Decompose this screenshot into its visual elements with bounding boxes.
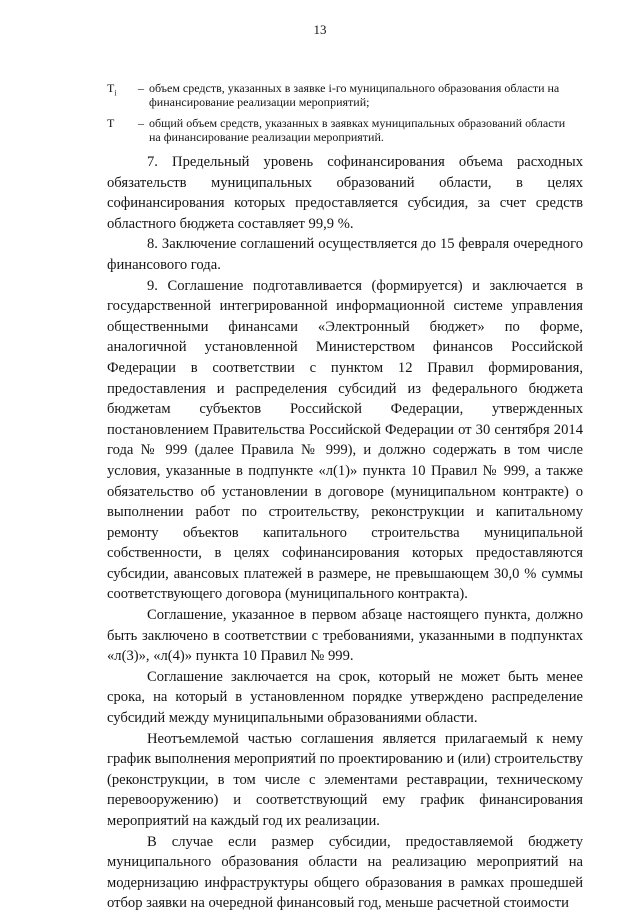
definition-item	[107, 117, 577, 144]
paragraph-schedule: Неотъемлемой частью соглашения является прилагаемый к нему график выполнения мероприятий по проектированию и (или) строительству (реконструкции, в том числе с элементами реставрации, техническому перевооружению) и соответствующий ему график финансирования мероприятий на каждый год их реализации.	[107, 730, 583, 829]
paragraph-9: 9. Соглашение подготавливается (формируется) и заключается в государственной интегрированной информационной системе управления общественными финансами «Электронный бюджет» по форме, аналогичной установленной Министерством финансов Российской Федерации в соответствии с пунктом 12 Правил формирования, предоставления и распределения субсидий из федерального бюджета бюджетам субъектов Российской Федерации, утвержденных постановлением Правительства Российской Федерации от 30 сентября 2014 года № 999 (далее Правила № 999), и должно содержать в том числе условия, указанные в подпункте «л(1)» пункта 10 Правил № 999, а также обязательство об установлении в договоре (муниципальном контракте) о выполнении работ по строительству, реконструкции и капитальному ремонту объектов капитального строительства муниципальной собственности, в целях софинансирования которых предоставляются субсидии, авансовых платежей в размере, не превышающем 30,0 % суммы соответствующего договора (муниципального контракта).	[107, 277, 583, 603]
formula-definitions	[107, 82, 577, 152]
definition-text: объем средств, указанных в заявке i-го муниципального образования области на финансирование реализации мероприятий;	[149, 81, 560, 109]
definition-symbol: T	[107, 116, 115, 130]
paragraph-agreement-term: Соглашение заключается на срок, который не может быть менее срока, на который в установленном порядке утверждено распределение субсидий между муниципальными образованиями области.	[107, 668, 583, 727]
definition-symbol: $T_i$	[107, 81, 117, 98]
document-body	[107, 152, 583, 914]
definition-dash: –	[138, 116, 144, 130]
page-number: 13	[313, 22, 327, 37]
definition-item	[107, 82, 577, 109]
definition-dash: –	[138, 81, 144, 95]
paragraph-subsidy-case: В случае если размер субсидии, предоставляемой бюджету муниципального образования области на реализацию мероприятий на модернизацию инфраструктуры общего образования в рамках прошедшей отбор заявки на очередной финансовый год, меньше расчетной стоимости	[107, 833, 583, 912]
paragraph-7: 7. Предельный уровень софинансирования объема расходных обязательств муниципальных образований области, в целях софинансирования которых предоставляется субсидия, за счет средств областного бюджета составляет 99,9 %.	[107, 154, 583, 232]
definition-text: общий объем средств, указанных в заявках муниципальных образований области на финансирование реализации мероприятий.	[149, 116, 566, 144]
paragraph-agreement-requirements: Соглашение, указанное в первом абзаце настоящего пункта, должно быть заключено в соответствии с требованиями, указанными в подпунктах «л(3)», «л(4)» пункта 10 Правил № 999.	[107, 607, 583, 665]
paragraph-8: 8. Заключение соглашений осуществляется до 15 февраля очередного финансового года.	[107, 236, 583, 273]
